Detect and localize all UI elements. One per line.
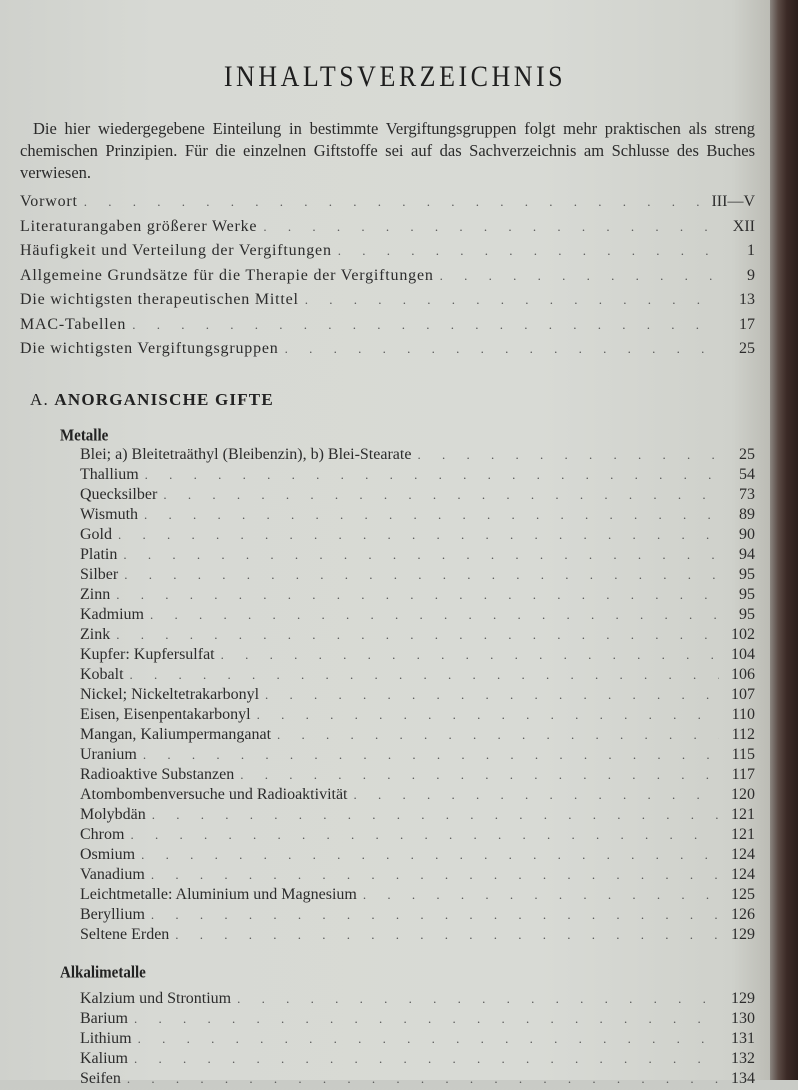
- toc-entry: [20, 340, 755, 365]
- page-number: 130: [731, 1010, 755, 1027]
- metalle-list: [80, 446, 755, 946]
- leader-dots: [124, 567, 719, 583]
- page-number: 25: [739, 340, 755, 357]
- entry-label: Blei; a) Bleitetraäthyl (Bleibenzin), b) Blei-Stearate: [80, 446, 412, 463]
- page-number: 134: [731, 1070, 755, 1087]
- leader-dots: [417, 447, 719, 463]
- page-number: 112: [731, 726, 755, 743]
- leader-dots: [141, 847, 719, 863]
- page-number: 17: [739, 315, 755, 333]
- page-number: 90: [739, 526, 755, 543]
- page-number: 13: [739, 291, 755, 308]
- entry-label: Platin: [80, 546, 118, 563]
- alkalimetalle-list: [80, 990, 755, 1090]
- page-number: 25: [739, 446, 755, 463]
- leader-dots: [118, 527, 719, 543]
- leader-dots: [338, 243, 719, 259]
- toc-entry: [80, 1050, 755, 1070]
- toc-entry: [20, 291, 755, 316]
- leader-dots: [116, 587, 719, 603]
- entry-label: MAC-Tabellen: [20, 315, 127, 333]
- section-prefix: A.: [30, 390, 49, 409]
- entry-label: Nickel; Nickeltetrakarbonyl: [80, 686, 260, 703]
- entry-label: Radioaktive Substanzen: [80, 766, 235, 783]
- toc-entry: [20, 218, 755, 243]
- toc-entry: [80, 1070, 755, 1090]
- leader-dots: [134, 1051, 719, 1067]
- page-number: XII: [732, 217, 755, 235]
- page-number: 121: [731, 806, 755, 823]
- toc-entry: [80, 546, 755, 566]
- entry-label: Die wichtigsten Vergiftungsgruppen: [20, 340, 279, 357]
- toc-entry: [80, 666, 755, 686]
- page-number: 106: [731, 666, 755, 683]
- page-number: 131: [731, 1030, 755, 1047]
- leader-dots: [363, 887, 719, 903]
- leader-dots: [263, 219, 719, 235]
- toc-entry: [80, 626, 755, 646]
- toc-entry: [80, 446, 755, 466]
- page-number: 126: [731, 906, 755, 923]
- front-matter-list: [20, 193, 755, 365]
- leader-dots: [440, 268, 719, 284]
- entry-label: Quecksilber: [80, 486, 158, 503]
- group-heading-alkalimetalle: Alkalimetalle: [60, 964, 146, 982]
- page-number: 132: [731, 1050, 755, 1067]
- leader-dots: [257, 707, 719, 723]
- toc-entry: [80, 706, 755, 726]
- leader-dots: [116, 627, 719, 643]
- toc-entry: [80, 866, 755, 886]
- group-heading-metalle: Metalle: [60, 427, 109, 445]
- toc-entry: [80, 726, 755, 746]
- page-number: 95: [739, 566, 755, 583]
- toc-entry: [80, 886, 755, 906]
- leader-dots: [354, 787, 720, 803]
- entry-label: Allgemeine Grundsätze für die Therapie der Vergiftungen: [20, 266, 434, 284]
- entry-label: Häufigkeit und Verteilung der Vergiftungen: [20, 242, 332, 259]
- entry-label: Barium: [80, 1010, 128, 1027]
- page-number: 125: [731, 886, 755, 903]
- page-number: 1: [747, 242, 755, 259]
- toc-entry: [80, 566, 755, 586]
- toc-entry: [20, 242, 755, 267]
- toc-entry: [80, 1010, 755, 1030]
- page-number: 110: [731, 706, 755, 723]
- entry-label: Leichtmetalle: Aluminium und Magnesium: [80, 886, 357, 903]
- toc-entry: [20, 267, 755, 292]
- leader-dots: [132, 317, 719, 333]
- entry-label: Mangan, Kaliumpermanganat: [80, 726, 272, 743]
- leader-dots: [130, 667, 719, 683]
- leader-dots: [138, 1031, 719, 1047]
- entry-label: Thallium: [80, 466, 139, 483]
- leader-dots: [265, 687, 719, 703]
- toc-entry: [80, 686, 755, 706]
- leader-dots: [151, 867, 719, 883]
- toc-entry: [80, 1030, 755, 1050]
- toc-entry: [20, 193, 755, 218]
- page-number: 129: [731, 990, 755, 1007]
- page-number: 73: [739, 486, 755, 503]
- section-title: ANORGANISCHE GIFTE: [54, 390, 274, 409]
- leader-dots: [123, 547, 719, 563]
- page-number: 124: [731, 846, 755, 863]
- toc-entry: [80, 526, 755, 546]
- page-number: 94: [739, 546, 755, 563]
- leader-dots: [305, 292, 719, 308]
- leader-dots: [285, 341, 719, 357]
- leader-dots: [277, 727, 719, 743]
- entry-label: Atombombenversuche und Radioaktivität: [80, 786, 348, 803]
- toc-entry: [80, 766, 755, 786]
- page-number: III—V: [711, 193, 755, 210]
- entry-label: Zink: [80, 626, 111, 643]
- entry-label: Kupfer: Kupfersulfat: [80, 646, 215, 663]
- toc-entry: [80, 846, 755, 866]
- entry-label: Beryllium: [80, 906, 145, 923]
- page-number: 124: [731, 866, 755, 883]
- toc-entry: [80, 746, 755, 766]
- entry-label: Kobalt: [80, 666, 124, 683]
- leader-dots: [152, 807, 719, 823]
- toc-entry: [80, 786, 755, 806]
- page-number: 115: [731, 746, 755, 763]
- toc-entry: [80, 606, 755, 626]
- entry-label: Seifen: [80, 1070, 121, 1087]
- book-spine: [770, 0, 798, 1080]
- page-number: 104: [731, 646, 755, 663]
- page-number: 120: [731, 786, 755, 803]
- entry-label: Molybdän: [80, 806, 146, 823]
- entry-label: Chrom: [80, 826, 125, 843]
- entry-label: Silber: [80, 566, 119, 583]
- leader-dots: [175, 927, 719, 943]
- entry-label: Die wichtigsten therapeutischen Mittel: [20, 291, 299, 308]
- page-number: 95: [739, 606, 755, 623]
- leader-dots: [221, 647, 719, 663]
- toc-entry: [80, 826, 755, 846]
- entry-label: Wismuth: [80, 506, 139, 523]
- leader-dots: [151, 907, 719, 923]
- leader-dots: [163, 487, 719, 503]
- page-number: 102: [731, 626, 755, 643]
- entry-label: Uranium: [80, 746, 137, 763]
- toc-entry: [80, 806, 755, 826]
- entry-label: Vanadium: [80, 866, 145, 883]
- entry-label: Kalzium und Strontium: [80, 990, 232, 1007]
- entry-label: Gold: [80, 526, 112, 543]
- intro-paragraph: Die hier wiedergegebene Einteilung in bestimmte Vergiftungsgruppen folgt mehr praktischen als streng chemischen Prinzipien. Für die einzelnen Giftstoffe sei auf das Sachverzeichnis am Schlusse des Buches verwiesen.: [20, 119, 755, 182]
- page-number: 9: [747, 266, 755, 284]
- page-number: 89: [739, 506, 755, 523]
- page-number: 95: [739, 586, 755, 603]
- toc-entry: [80, 926, 755, 946]
- entry-label: Vorwort: [20, 193, 78, 210]
- entry-label: Literaturangaben größerer Werke: [20, 217, 258, 235]
- leader-dots: [143, 747, 719, 763]
- page-title: INHALTSVERZEICHNIS: [223, 59, 567, 94]
- leader-dots: [145, 467, 719, 483]
- leader-dots: [144, 507, 719, 523]
- toc-entry: [80, 990, 755, 1010]
- leader-dots: [127, 1071, 719, 1087]
- entry-label: Lithium: [80, 1030, 132, 1047]
- page-number: 129: [731, 926, 755, 943]
- leader-dots: [84, 194, 706, 210]
- toc-entry: [80, 466, 755, 486]
- entry-label: Eisen, Eisenpentakarbonyl: [80, 706, 251, 723]
- page-number: 117: [731, 766, 755, 783]
- entry-label: Osmium: [80, 846, 136, 863]
- leader-dots: [134, 1011, 719, 1027]
- leader-dots: [130, 827, 719, 843]
- toc-entry: [80, 506, 755, 526]
- toc-entry: [80, 646, 755, 666]
- entry-label: Kalium: [80, 1050, 128, 1067]
- page-number: 107: [731, 686, 755, 703]
- page-number: 121: [731, 826, 755, 843]
- toc-entry: [20, 316, 755, 341]
- leader-dots: [240, 767, 719, 783]
- entry-label: Seltene Erden: [80, 926, 170, 943]
- leader-dots: [237, 991, 719, 1007]
- toc-entry: [80, 586, 755, 606]
- entry-label: Kadmium: [80, 606, 144, 623]
- leader-dots: [150, 607, 719, 623]
- toc-entry: [80, 906, 755, 926]
- toc-entry: [80, 486, 755, 506]
- page-number: 54: [739, 466, 755, 483]
- section-heading: [30, 390, 274, 410]
- entry-label: Zinn: [80, 586, 111, 603]
